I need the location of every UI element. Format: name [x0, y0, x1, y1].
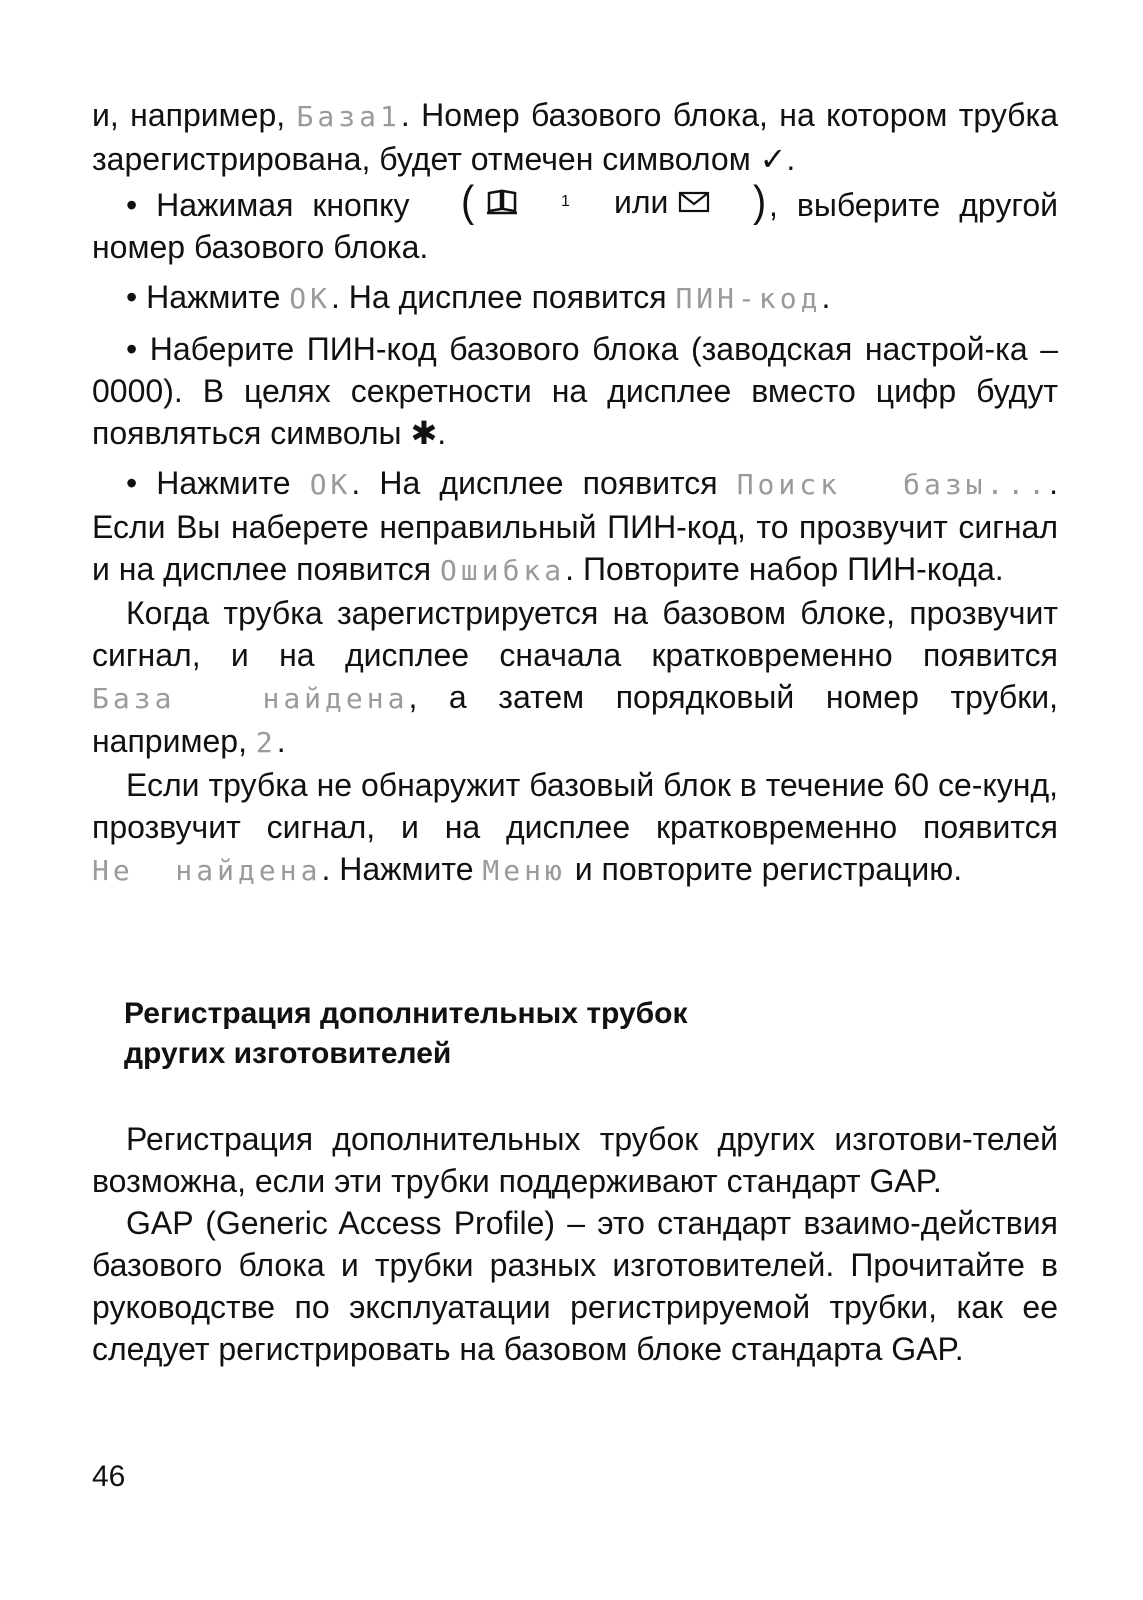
text: . — [821, 279, 831, 315]
paragraph-5 — [92, 462, 1058, 592]
body-text — [92, 94, 1058, 892]
text: . На дисплее появится — [330, 279, 676, 315]
heading-line: Регистрация дополнительных трубок — [124, 997, 688, 1030]
lcd-text: OK — [289, 282, 331, 315]
lcd-text: 2 — [255, 726, 277, 759]
lcd-text: База1 — [296, 100, 401, 133]
text: , выберите другой номер базового блока. — [92, 187, 1059, 265]
paren-right: ) — [753, 177, 767, 226]
lcd-text: Меню — [482, 854, 566, 887]
text: . — [437, 415, 447, 451]
text: . Номер базового блока, на котором трубка зарегистрирована, будет отмечен символом — [92, 97, 1058, 177]
check-icon: ✓ — [759, 140, 787, 178]
text: Когда трубка зарегистрируется на базовом блоке, прозвучит сигнал, и на дисплее сначала кратковременно появится — [92, 595, 1058, 673]
lcd-text: База найдена — [92, 682, 409, 715]
text: Если трубка не обнаружит базовый блок в течение 60 се-кунд, прозвучит сигнал, и на дисплее кратковременно появится — [92, 767, 1058, 845]
envelope-icon — [678, 190, 710, 214]
paragraph-4 — [92, 328, 1058, 454]
lcd-text: Поиск базы... — [736, 468, 1050, 501]
lcd-text: Не найдена — [92, 854, 322, 887]
text: • Нажимая кнопку — [126, 187, 429, 223]
text: и повторите регистрацию. — [565, 851, 963, 887]
text: • Нажмите — [126, 465, 310, 501]
text: , а затем порядковый номер трубки, например, — [92, 679, 1059, 759]
section-heading — [124, 994, 924, 1074]
lcd-text: Ошибка — [440, 554, 566, 587]
text: или — [613, 184, 669, 220]
text: . Если Вы наберете неправильный ПИН-код, то прозвучит сигнал и на дисплее появится — [92, 465, 1058, 587]
paragraph-7 — [92, 764, 1058, 892]
lcd-text: OK — [309, 468, 352, 501]
text: . — [276, 723, 286, 759]
paragraph-1 — [92, 94, 1058, 180]
paren-left: ( — [461, 177, 475, 226]
page-number: 46 — [92, 1460, 126, 1493]
text: и, например, — [92, 97, 297, 133]
text: . Повторите набор ПИН-кода. — [565, 551, 1004, 587]
phonebook-icon — [487, 189, 517, 215]
text: . Нажмите — [321, 851, 483, 887]
text: • Нажмите — [126, 279, 290, 315]
section-body — [92, 1118, 1058, 1370]
heading-line: других изготовителей — [124, 1037, 452, 1070]
text: • Наберите ПИН-код базового блока (заводская настрой-ка – 0000). В целях секретности на дисплее вместо цифр будут появляться символы — [92, 331, 1058, 451]
paragraph-8: Регистрация дополнительных трубок других изготови-телей возможна, если эти трубки поддерживают стандарт GAP. — [92, 1121, 1058, 1199]
text: . На дисплее появится — [351, 465, 737, 501]
key-group — [428, 177, 769, 226]
superscript: 1 — [561, 193, 570, 210]
paragraph-3 — [92, 276, 1058, 320]
paragraph-9: GAP (Generic Access Profile) – это стандарт взаимо-действия базового блока и трубки разных изготовителей. Прочитайте в руководстве по эксплуатации регистрируемой трубки, как ее следует регистрировать на базовом блоке стандарта GAP. — [92, 1205, 1058, 1367]
paragraph-2 — [92, 177, 1059, 268]
asterisk-icon: ✱ — [410, 414, 438, 452]
text: . — [786, 141, 796, 177]
lcd-text: ПИН-код — [675, 282, 822, 315]
paragraph-6 — [92, 592, 1058, 764]
